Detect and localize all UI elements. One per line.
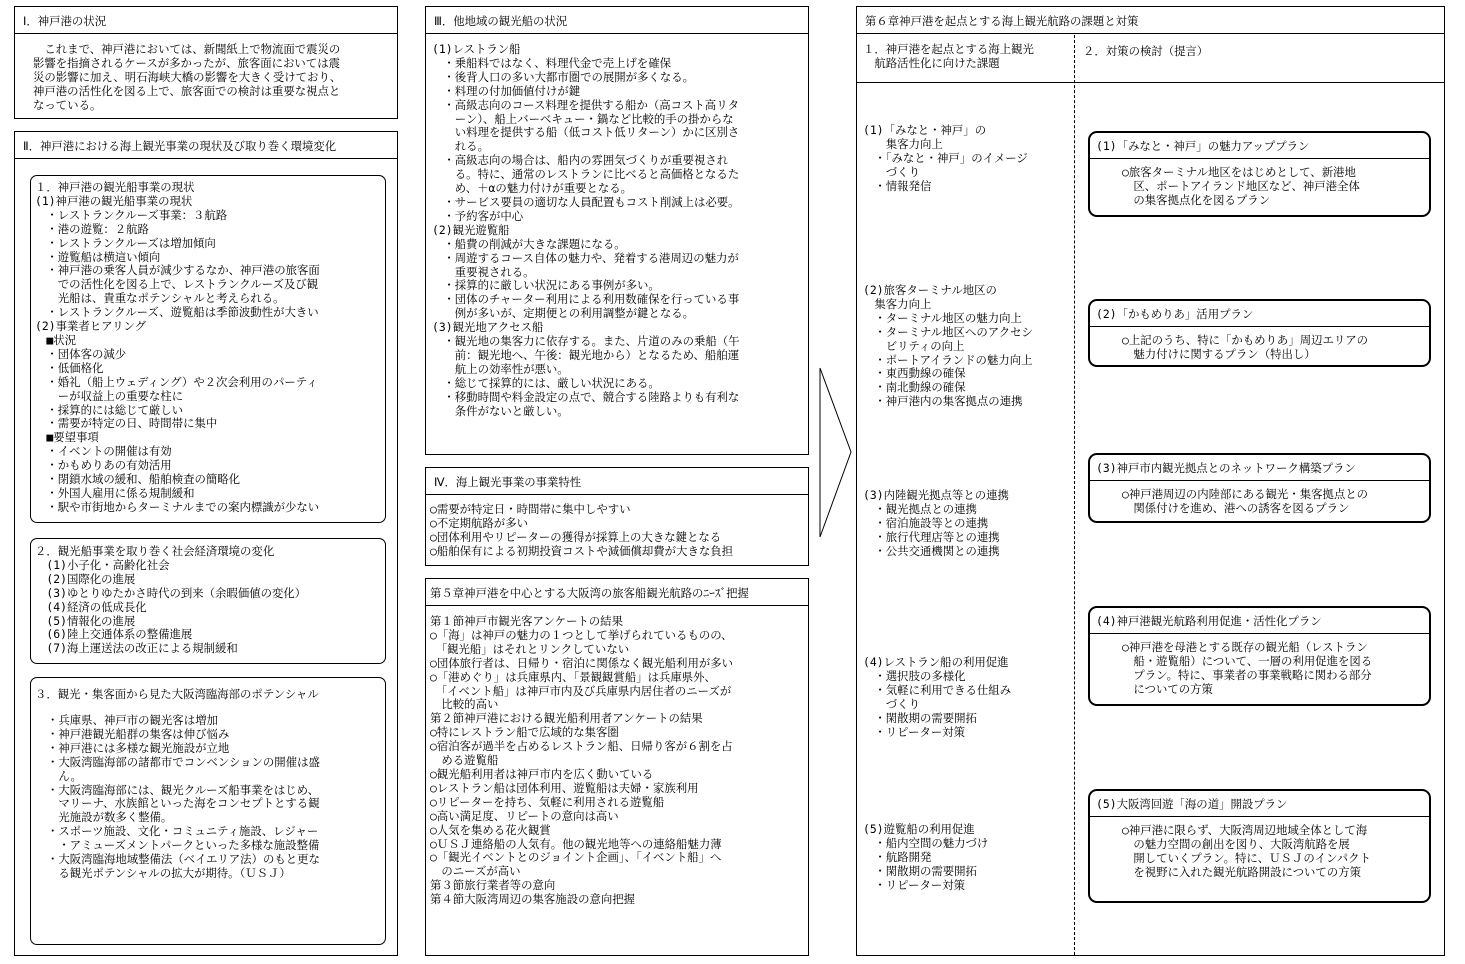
subsection-2-1-line: ・レストランクルーズ事業：３航路 [35, 207, 228, 222]
issue-line: づくり [863, 164, 920, 179]
subsection-2-1-line: ・需要が特定の日、時間帯に集中 [35, 416, 218, 431]
section-1-box [14, 6, 398, 119]
subsection-2-1-line: ・低価格化 [35, 360, 104, 375]
plan-title: (1)「みなと・神戸」の魅力アッププラン [1090, 133, 1429, 159]
chapter-5-line: ○観光船利用者は神戸市内を広く動いている [430, 766, 654, 781]
subsection-2-1-line: 光船は、貴重なポテンシャルと考えられる。 [35, 291, 285, 306]
section-3-line: ・採算的に厳しい状況にある事例が多い。 [432, 278, 660, 293]
chapter-5-line: 第２節神戸港における観光船利用者アンケートの結果 [430, 711, 703, 726]
section-3-line: い料理を提供する船（低コスト低リターン）かに区別さ [432, 125, 740, 140]
subsection-2-3-line: マリーナ、水族館といった海をコンセプトとする観 [47, 796, 320, 811]
section-4-line: ○不定期航路が多い [430, 515, 528, 530]
subsection-2-3-line: ・神戸港観光船群の集客は伸び悩み [47, 726, 230, 741]
subsection-2-2-line: ２．観光船事業を取り巻く社会経済環境の変化 [35, 544, 275, 558]
issue-group-2 [863, 284, 1033, 409]
plan-line: プラン。特に、事業者の事業戦略に関わる部分 [1122, 667, 1372, 682]
issue-group-4 [863, 656, 1011, 739]
issue-line: ・公共交通機関との連携 [863, 543, 1000, 558]
section-3-line: (1)レストラン船 [432, 42, 521, 56]
issue-line: 集客力向上 [863, 136, 943, 151]
section-4-line: ○船舶保有による初期投資コストや減価償却費が大きな負担 [430, 543, 734, 558]
section-1-line: なっている。 [33, 97, 102, 112]
chapter-5-line: 第１節神戸市観光客アンケートの結果 [430, 614, 623, 628]
subsection-2-1 [30, 175, 386, 523]
subsection-2-2-body [35, 545, 306, 656]
subsection-2-1-line: ーが収益上の重要な柱に [35, 388, 184, 403]
issue-line: ・リピーター対策 [863, 724, 966, 739]
subsection-2-1-line: ・婚礼（船上ウェディング）や２次会利用のパーティ [35, 374, 318, 389]
section-3-line: ーン）、船上バーベキュー・鍋など比較的手の掛からな [432, 111, 734, 126]
issue-line: ・閑散期の需要開拓 [863, 710, 977, 725]
subsection-2-2-line: (5)情報化の進展 [35, 613, 136, 628]
section-3-line: ・サービス要員の適切な人員配置もコスト削減上は必要。 [432, 194, 740, 209]
issue-line: (4)レストラン船の利用促進 [863, 655, 1009, 669]
section-2-title: Ⅱ．神戸港における海上観光事業の現状及び取り巻く環境変化 [15, 132, 397, 159]
plan-title: (5)大阪湾回遊「海の道」開設プラン [1090, 791, 1429, 817]
chapter-5-line: ○「港めぐり」は兵庫県内、「景観観賞船」は兵庫県外、 [430, 669, 716, 684]
issue-line: ・航路開発 [863, 849, 932, 864]
chapter-5-line: 「イベント船」は神戸市内及び兵庫県内居住者のニーズが [430, 683, 732, 698]
issue-line: ・旅行代理店等との連携 [863, 529, 1000, 544]
plan-line: ○旅客ターミナル地区をはじめとして、新港地 [1122, 165, 1356, 179]
section-4-body [430, 503, 733, 559]
subsection-2-3-line: ・大阪湾臨海部の諸都市でコンベンションの開催は盛 [47, 754, 320, 769]
chapter-5-line: ○レストラン船は団体利用、遊覧船は夫婦・家族利用 [430, 780, 699, 795]
subsection-2-3-line: ・スポーツ施設、文化・コミュニティ施設、レジャー [47, 824, 319, 839]
subsection-2-1-line: ・採算的には総じて厳しい [35, 402, 184, 417]
subsection-2-1-line: (2)事業者ヒアリング [35, 319, 147, 334]
chapter-5-box [425, 578, 809, 956]
section-3-line: ・団体のチャーター利用による利用数確保を行っている事 [432, 292, 740, 307]
plan-line: ○神戸港に限らず、大阪湾周辺地域全体として海 [1122, 823, 1368, 837]
subsection-2-1-line: での活性化を図る上で、レストランクルーズ及び観 [35, 277, 319, 292]
plan-body [1122, 488, 1368, 516]
issue-group-5 [863, 823, 988, 893]
issue-line: ・選択肢の多様化 [863, 668, 966, 683]
plan-line: 船・遊覧船）について、一層の利用促進を図る [1122, 653, 1373, 668]
subsection-2-1-line: ■状況 [35, 332, 77, 347]
subsection-2-1-line: ・イベントの開催は有効 [35, 444, 172, 459]
section-1-title: Ⅰ．神戸港の状況 [15, 7, 397, 34]
subsection-2-2-line: (2)国際化の進展 [35, 571, 136, 586]
chapter-6-box [856, 6, 1445, 956]
plan-box-2 [1088, 299, 1431, 367]
plan-body [1122, 641, 1372, 697]
issue-line: ・情報発信 [863, 178, 932, 193]
issue-line: ・リピーター対策 [863, 877, 966, 892]
plan-line: 区、ポートアイランド地区など、神戸港全体 [1122, 178, 1360, 193]
plan-line: 魅力付けに関するプラン（特出し） [1122, 346, 1316, 361]
subsection-2-3-line: ・神戸港には多様な観光施設が立地 [47, 740, 230, 755]
column-header-divider [857, 82, 1444, 83]
issue-line: 集客力向上 [863, 296, 932, 311]
section-4-title: Ⅳ．海上観光事業の事業特性 [426, 468, 808, 495]
chapter-5-line: ○ＵＳＪ連絡船の人気有。他の観光地等への連絡船魅力薄 [430, 836, 722, 851]
plan-line: ○上記のうち、特に「かもめりあ」周辺エリアの [1122, 333, 1369, 347]
arrow-right-icon [818, 365, 854, 540]
plan-title: (2)「かもめりあ」活用プラン [1090, 301, 1429, 327]
plan-line: 開していくプラン。特に、ＵＳＪのインパクト [1122, 850, 1371, 865]
plan-line: ○神戸港を母港とする既存の観光船（レストラン [1122, 640, 1368, 654]
plan-box-4 [1088, 606, 1431, 706]
subsection-2-2 [30, 538, 386, 664]
subsection-2-3-line: ・大阪湾臨海部には、観光クルーズ船事業をはじめ、 [47, 782, 320, 797]
subsection-2-3-line: ・大阪湾臨海地域整備法（ベイエリア法）のもと更な [47, 852, 320, 867]
plan-box-3 [1088, 453, 1431, 523]
chapter-5-line: 比較的高い [430, 697, 499, 712]
section-4-box [425, 467, 809, 566]
section-3-line: ・後背人口の多い大都市圏での展開が多くなる。 [432, 69, 694, 84]
section-1-line: 災の影響に加え、明石海峡大橋の影響を大きく受けており、 [33, 69, 342, 84]
subsection-2-3-line: ・兵庫県、神戸市の観光客は増加 [47, 713, 218, 727]
section-3-line: ・船費の削減が大きな課題になる。 [432, 236, 626, 251]
section-4-line: ○団体利用やリピーターの獲得が採算上の大きな鍵となる [430, 529, 722, 544]
section-3-line: (3)観光地アクセス船 [432, 320, 544, 335]
subsection-2-3-body [47, 714, 320, 881]
plan-line: についての方策 [1122, 681, 1213, 696]
subsection-2-3-line: る観光ポテンシャルの拡大が期待。（ＵＳＪ） [47, 865, 291, 880]
section-3-line: 例が多いが、定期便との利用調整が鍵となる。 [432, 306, 694, 321]
section-3-line: ・観光地の集客力に依存する。また、片道のみの乗船（午 [432, 334, 740, 349]
subsection-2-3-line: ・アミューズメントパークといった多様な施設整備 [47, 838, 320, 853]
section-3-title: Ⅲ．他地域の観光船の状況 [426, 7, 808, 34]
plan-body [1122, 166, 1360, 208]
issue-line: ビリティの向上 [863, 338, 965, 353]
plan-line: ○神戸港周辺の内陸部にある観光・集客拠点との [1122, 487, 1369, 501]
chapter-5-line: ○リピーターを持ち、気軽に利用される遊覧船 [430, 794, 665, 809]
section-3-line: ・乗船料ではなく、料理代金で売上げを確保 [432, 55, 671, 70]
section-1-line: 影響を指摘されるケースが多かったが、旅客面においては震 [33, 55, 340, 70]
subsection-2-1-line: ・団体客の減少 [35, 346, 127, 361]
subsection-2-1-line: ・駅や市街地からターミナルまでの案内標識が少ない [35, 499, 320, 514]
subsection-2-1-line: ・レストランクルーズは増加傾向 [35, 235, 216, 250]
issue-group-3 [863, 489, 1009, 559]
chapter-5-line: 「観光船」はそれとリンクしていない [430, 641, 630, 656]
section-3-line: ・総じて採算的には、厳しい状況にある。 [432, 375, 660, 390]
plans-column-title: ２．対策の検討（提言） [1083, 44, 1209, 58]
plan-box-1 [1088, 131, 1431, 217]
subsection-2-2-line: (3)ゆとりゆたかさ時代の到来（余暇価値の変化） [35, 585, 307, 600]
plan-title: (4)神戸港観光航路利用促進・活性化プラン [1090, 608, 1429, 634]
chapter-5-line: ○人気を集める花火観賞 [430, 822, 551, 837]
section-3-line: め、＋αの魅力付けが重要となる。 [432, 181, 633, 196]
issue-line: (5)遊覧船の利用促進 [863, 822, 975, 836]
section-4-line: ○需要が特定日・時間帯に集中しやすい [430, 502, 631, 516]
issue-line: ・宿泊施設等との連携 [863, 515, 989, 530]
section-3-line: ・予約客が中心 [432, 208, 524, 223]
issue-line: ・ターミナル地区へのアクセシ [863, 324, 1033, 339]
chapter-5-line: ○団体旅行者は、日帰り・宿泊に関係なく観光船利用が多い [430, 655, 734, 670]
section-3-line: ・高級志向の場合は、船内の雰囲気づくりが重要視され [432, 153, 729, 168]
section-3-line: 前：観光地へ、午後：観光地から）となるため、船舶運 [432, 347, 740, 362]
plan-line: を視野に入れた観光航路開設についての方策 [1122, 864, 1361, 879]
chapter-5-line: ○「観光イベントとのジョイント企画」、「イベント船」へ [430, 850, 722, 865]
subsection-2-1-line: ・外国人雇用に係る規制緩和 [35, 485, 195, 500]
chapter-5-line: 第３節旅行業者等の意向 [430, 878, 556, 893]
issue-line: ・ターミナル地区の魅力向上 [863, 310, 1022, 325]
subsection-2-1-line: ・かもめりあの有効活用 [35, 458, 172, 473]
issue-line: ・船内空間の魅力づけ [863, 835, 989, 850]
issue-line: ・ポートアイランドの魅力向上 [863, 352, 1033, 367]
issue-line: ・気軽に利用できる仕組み [863, 682, 1012, 697]
subsection-2-1-line: １．神戸港の観光船事業の現状 [35, 180, 195, 194]
plan-line: の魅力空間の創出を図り、大阪湾航路を展 [1122, 836, 1350, 851]
issue-line: ・「みなと・神戸」のイメージ [863, 150, 1028, 165]
subsection-2-3-line: ん。 [47, 768, 82, 783]
subsection-2-1-line: ・レストランクルーズ、遊覧船は季節波動性が大きい [35, 305, 319, 320]
section-3-line: ・料理の付加価値付けが鍵 [432, 83, 581, 98]
issue-line: (1)「みなと・神戸」の [863, 123, 987, 137]
section-3-box [425, 6, 809, 455]
issue-line: (3)内陸観光拠点等との連携 [863, 488, 1009, 502]
section-3-line: 条件がないと厳しい。 [432, 403, 569, 418]
subsection-2-3 [30, 677, 386, 945]
issue-line: ・観光拠点との連携 [863, 501, 977, 516]
chapter-5-body [430, 615, 733, 907]
chapter-5-line: ○高い満足度、リピートの意向は高い [430, 808, 619, 823]
section-3-line: ・移動時間や料金設定の点で、競合する陸路よりも有利な [432, 389, 740, 404]
issue-line: ・東西動線の確保 [863, 366, 966, 381]
subsection-2-1-line: ■要望事項 [35, 430, 99, 445]
issues-column-title: １．神戸港を起点とする海上観光 航路活性化に向けた課題 [863, 42, 1034, 70]
issue-line: ・南北動線の確保 [863, 380, 966, 395]
section-3-body [432, 43, 740, 418]
section-3-line: ・周遊するコース自体の魅力や、発着する港周辺の魅力が [432, 250, 739, 265]
section-1-line: これまで、神戸港においては、新聞紙上で物流面で震災の [33, 42, 341, 56]
section-3-line: 重要視される。 [432, 264, 535, 279]
subsection-2-1-line: ・閉鎖水域の緩和、船舶検査の簡略化 [35, 472, 241, 487]
issue-line: (2)旅客ターミナル地区の [863, 283, 997, 297]
subsection-2-1-line: ・遊覧船は横這い傾向 [35, 249, 161, 264]
subsection-2-1-line: (1)神戸港の観光船事業の現状 [35, 193, 193, 208]
subsection-2-1-line: ・神戸港の乗客人員が減少するなか、神戸港の旅客面 [35, 263, 320, 278]
subsection-2-1-body [35, 181, 320, 515]
section-3-line: 航上の効率性が悪い。 [432, 361, 569, 376]
subsection-2-2-line: (4)経済の低成長化 [35, 599, 147, 614]
section-1-body [33, 43, 341, 113]
plan-body [1122, 334, 1368, 362]
section-3-line: る。特に、通常のレストランに比べると高価格となるた [432, 167, 740, 182]
issue-group-1 [863, 124, 1028, 194]
subsection-2-2-line: (6)陸上交通体系の整備進展 [35, 627, 193, 642]
plan-title: (3)神戸市内観光拠点とのネットワーク構築プラン [1090, 455, 1429, 481]
plan-line: 関係付けを進め、港への誘客を図るプラン [1122, 500, 1350, 515]
chapter-5-line: める遊覧船 [430, 753, 499, 768]
issue-line: づくり [863, 696, 920, 711]
section-3-line: (2)観光遊覧船 [432, 222, 510, 237]
subsection-2-2-line: (7)海上運送法の改正による規制緩和 [35, 641, 238, 656]
chapter-6-title: 第６章神戸港を起点とする海上観光航路の課題と対策 [857, 7, 1444, 34]
section-1-line: 神戸港の活性化を図る上で、旅客面での検討は重要な視点と [33, 83, 341, 98]
section-3-line: ・高級志向のコース料理を提供する船か（高コスト高リタ [432, 97, 739, 112]
chapter-5-line: ○宿泊客が過半を占めるレストラン船、日帰り客が６割を占 [430, 739, 733, 754]
subsection-2-2-line: (1)小子化・高齢化社会 [35, 557, 170, 572]
chapter-5-line: 第４節大阪湾周辺の集客施設の意向把握 [430, 892, 636, 907]
subsection-2-3-line: 光施設が数多く整備。 [47, 810, 173, 825]
plan-box-5 [1088, 789, 1431, 903]
section-2-box [14, 131, 398, 956]
plan-body [1122, 824, 1371, 880]
chapter-5-line: のニーズが高い [430, 864, 521, 879]
issue-line: ・閑散期の需要開拓 [863, 863, 977, 878]
subsection-2-3-title: ３．観光・集客面から見た大阪湾臨海部のポテンシャル [35, 687, 319, 701]
subsection-2-1-line: ・港の遊覧：２航路 [35, 221, 149, 236]
column-divider [1074, 35, 1075, 955]
section-3-line: れる。 [432, 139, 489, 154]
chapter-5-title: 第５章神戸港を中心とする大阪湾の旅客船観光航路のﾆｰｽﾞ把握 [426, 579, 808, 606]
plan-line: の集客拠点化を図るプラン [1122, 192, 1271, 207]
chapter-5-line: ○特にレストラン船で広域的な集客圏 [430, 725, 619, 740]
chapter-5-line: ○「海」は神戸の魅力の１つとして挙げられているものの、 [430, 627, 733, 642]
issue-line: ・神戸港内の集客拠点の連携 [863, 394, 1023, 409]
